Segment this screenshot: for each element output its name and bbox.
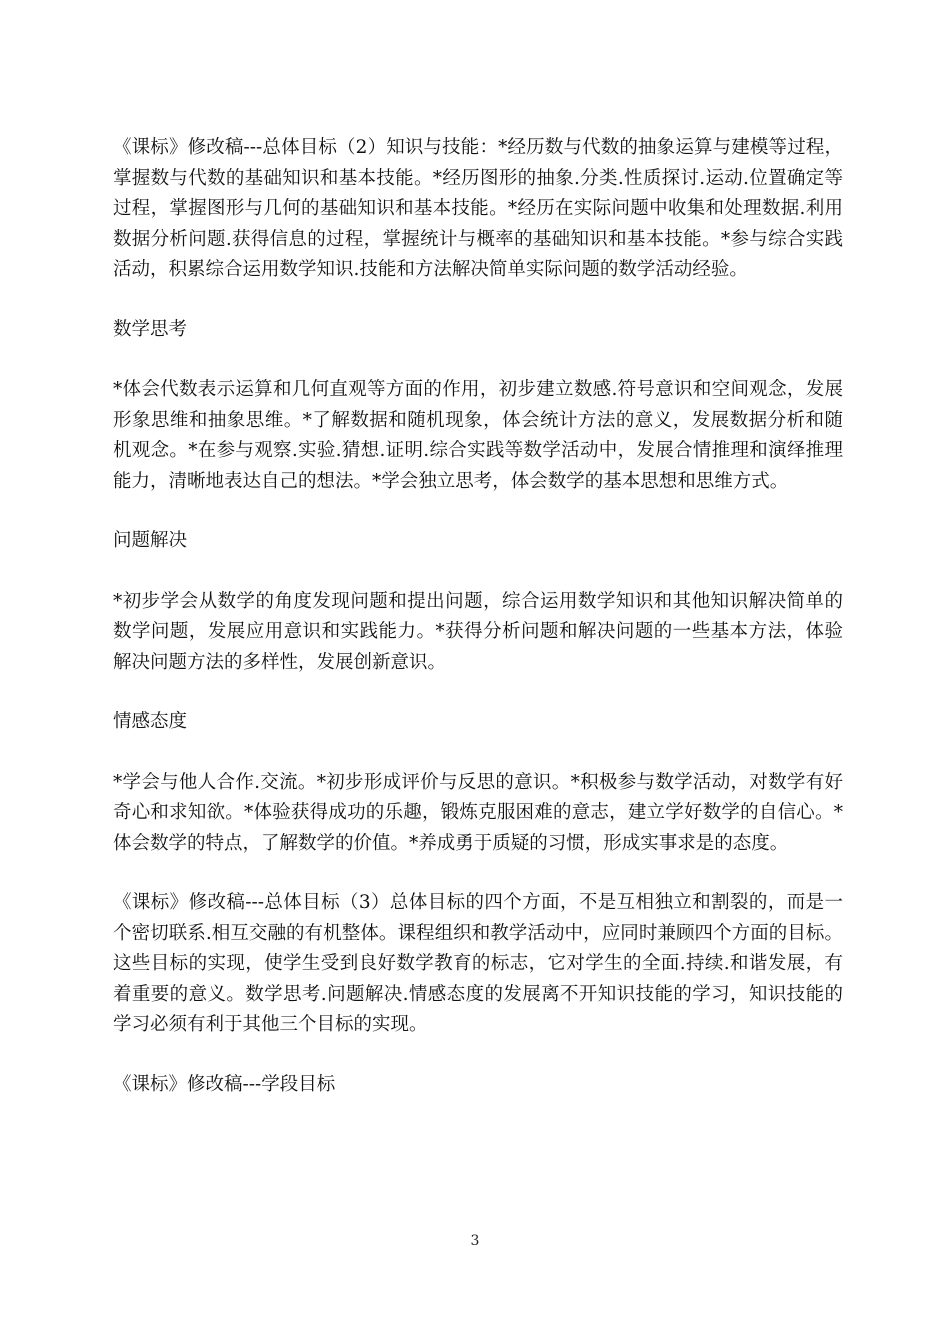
page-number: 3 [470,1233,480,1249]
heading-problem-solving: 问题解决 [113,530,188,551]
document-body [113,133,843,1130]
paragraph-math-thinking: *体会代数表示运算和几何直观等方面的作用，初步建立数感.符号意识和空间观念，发展形象思维和抽象思维。*了解数据和随机现象，体会统计方法的意义，发展数据分析和随机观念。*在参与观察.实验.猜想.证明.综合实践等数学活动中，发展合情推理和演绎推理能力，清晰地表达自己的想法。*学会独立思考，体会数学的基本思想和思维方式。 [113,379,843,492]
paragraph-emotional-attitude: *学会与他人合作.交流。*初步形成评价与反思的意识。*积极参与数学活动，对数学有好奇心和求知欲。*体验获得成功的乐趣，锻炼克服困难的意志，建立学好数学的自信心。*体会数学的特点，了解数学的价值。*养成勇于质疑的习惯，形成实事求是的态度。 [113,771,843,854]
heading-math-thinking: 数学思考 [113,318,188,340]
heading-emotional-attitude: 情感态度 [113,711,188,732]
paragraph-overall-goals-3: 《课标》修改稿---总体目标（3）总体目标的四个方面，不是互相独立和割裂的，而是一个密切联系.相互交融的有机整体。课程组织和教学活动中，应同时兼顾四个方面的目标。这些目标的实现，使学生受到良好数学教育的标志，它对学生的全面.持续.和谐发展，有着重要的意义。数学思考.问题解决.情感态度的发展离不开知识技能的学习，知识技能的学习必须有利于其他三个目标的实现。 [113,892,843,1035]
heading-stage-goals: 《课标》修改稿---学段目标 [113,1073,336,1095]
paragraph-problem-solving: *初步学会从数学的角度发现问题和提出问题，综合运用数学知识和其他知识解决简单的数学问题，发展应用意识和实践能力。*获得分析问题和解决问题的一些基本方法，体验解决问题方法的多样性，发展创新意识。 [113,590,843,673]
paragraph-knowledge-skills: 《课标》修改稿---总体目标（2）知识与技能：*经历数与代数的抽象运算与建模等过程，掌握数与代数的基础知识和基本技能。*经历图形的抽象.分类.性质探讨.运动.位置确定等过程，掌握图形与几何的基础知识和基本技能。*经历在实际问题中收集和处理数据.利用数据分析问题.获得信息的过程，掌握统计与概率的基础知识和基本技能。*参与综合实践活动，积累综合运用数学知识.技能和方法解决简单实际问题的数学活动经验。 [113,137,843,280]
